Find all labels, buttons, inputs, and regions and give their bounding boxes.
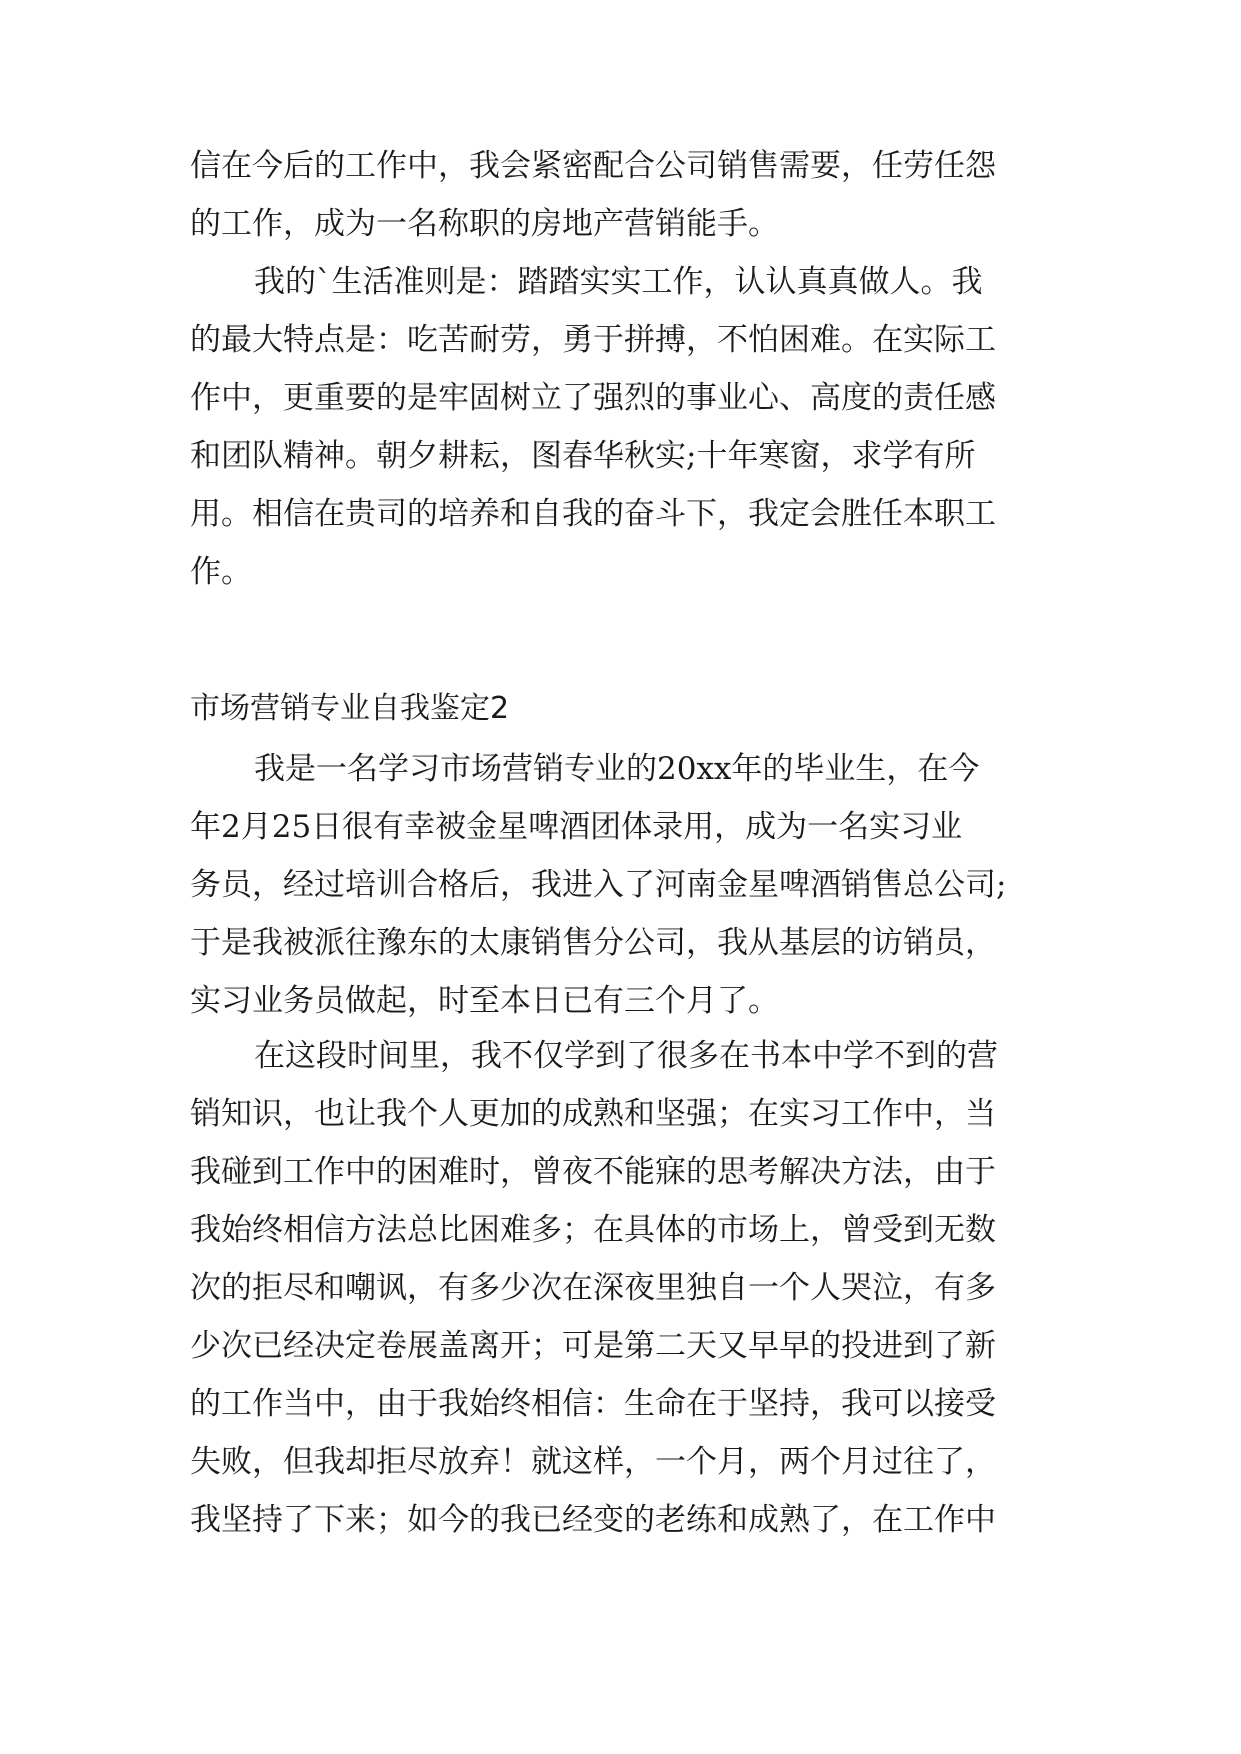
paragraph-line: 少次已经决定卷展盖离开；可是第二天又早早的投进到了新 (190, 1328, 996, 1364)
paragraph-line: 我的`生活准则是：踏踏实实工作，认认真真做人。我 (254, 264, 983, 300)
paragraph-line: 我坚持了下来；如今的我已经变的老练和成熟了，在工作中 (190, 1502, 996, 1538)
paragraph-line: 失败，但我却拒尽放弃！就这样，一个月，两个月过往了， (190, 1444, 996, 1480)
paragraph-line: 在这段时间里，我不仅学到了很多在书本中学不到的营 (254, 1038, 998, 1074)
paragraph-line: 我始终相信方法总比困难多；在具体的市场上，曾受到无数 (190, 1212, 996, 1248)
paragraph-line: 实习业务员做起，时至本日已有三个月了。 (190, 983, 779, 1019)
paragraph-line: 次的拒尽和嘲讽，有多少次在深夜里独自一个人哭泣，有多 (190, 1270, 996, 1306)
paragraph-line: 的工作，成为一名称职的房地产营销能手。 (190, 206, 779, 242)
paragraph-line: 年2月25日很有幸被金星啤酒团体录用，成为一名实习业 (190, 809, 963, 845)
section-title (190, 680, 1070, 738)
paragraph-line: 作中，更重要的是牢固树立了强烈的事业心、高度的责任感 (190, 380, 996, 416)
section-paragraph-intro (190, 740, 1070, 1030)
paragraph-line: 和团队精神。朝夕耕耘，图春华秋实;十年寒窗，求学有所 (190, 438, 976, 474)
paragraph-line: 销知识，也让我个人更加的成熟和坚强；在实习工作中，当 (190, 1096, 996, 1132)
paragraph-line: 务员，经过培训合格后，我进入了河南金星啤酒销售总公司; (190, 867, 1007, 903)
paragraph-continuation (190, 137, 1070, 253)
paragraph-life-principles (190, 253, 1070, 601)
paragraph-line: 的工作当中，由于我始终相信：生命在于坚持，我可以接受 (190, 1386, 996, 1422)
section-title-text: 市场营销专业自我鉴定2 (190, 691, 510, 726)
paragraph-line: 的最大特点是：吃苦耐劳，勇于拼搏，不怕困难。在实际工 (190, 322, 996, 358)
paragraph-line: 我碰到工作中的困难时，曾夜不能寐的思考解决方法，由于 (190, 1154, 996, 1190)
paragraph-line: 用。相信在贵司的培养和自我的奋斗下，我定会胜任本职工 (190, 496, 996, 532)
paragraph-line: 信在今后的工作中，我会紧密配合公司销售需要，任劳任怨 (190, 148, 996, 184)
paragraph-line: 我是一名学习市场营销专业的20xx年的毕业生，在今 (254, 751, 980, 787)
paragraph-line: 作。 (190, 554, 252, 590)
section-paragraph-experience (190, 1027, 1070, 1549)
paragraph-line: 于是我被派往豫东的太康销售分公司，我从基层的访销员， (190, 925, 996, 961)
